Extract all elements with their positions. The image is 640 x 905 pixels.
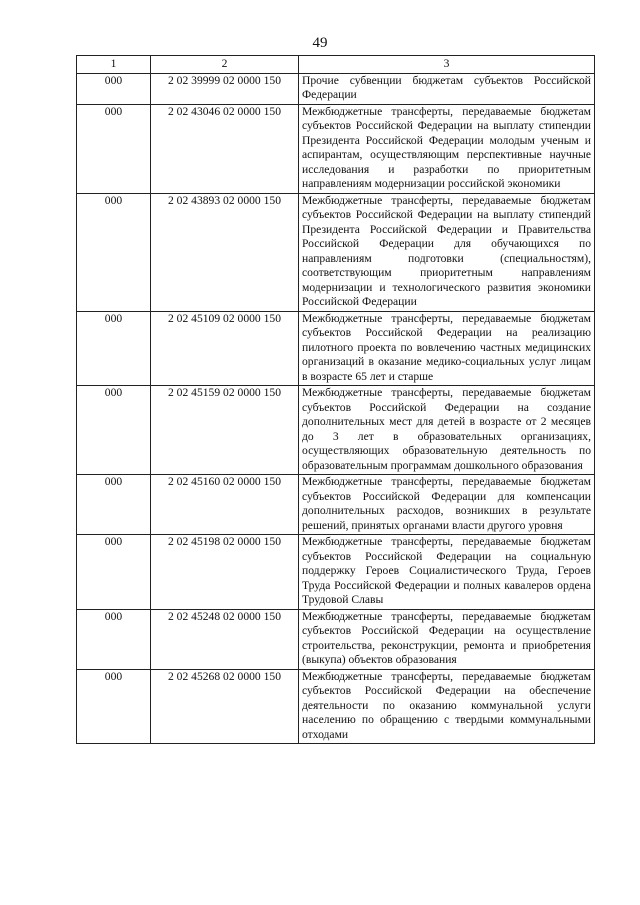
column-header-3: 3 (299, 56, 595, 74)
revenue-code-cell: 2 02 45160 02 0000 150 (151, 475, 299, 535)
revenue-code-cell: 2 02 45159 02 0000 150 (151, 386, 299, 475)
admin-code-cell: 000 (77, 609, 151, 669)
revenue-name-cell: Межбюджетные трансферты, передаваемые бюджетам субъектов Российской Федерации на обеспечение деятельности по оказанию коммунальной услуги населению по обращению с твердыми коммунальными отходами (299, 669, 595, 744)
revenue-name-cell: Межбюджетные трансферты, передаваемые бюджетам субъектов Российской Федерации для компенсации дополнительных расходов, возникших в результате решений, принятых органами власти другого уровня (299, 475, 595, 535)
revenue-name-cell: Межбюджетные трансферты, передаваемые бюджетам субъектов Российской Федерации на социальную поддержку Героев Социалистического Труда, Героев Труда Российской Федерации и полных кавалеров ордена Трудовой Славы (299, 535, 595, 610)
table-row (77, 73, 595, 104)
table-row (77, 609, 595, 669)
admin-code-cell: 000 (77, 193, 151, 311)
budget-classification-table (76, 55, 595, 744)
table-row (77, 311, 595, 386)
revenue-code-cell: 2 02 45109 02 0000 150 (151, 311, 299, 386)
admin-code-cell: 000 (77, 386, 151, 475)
revenue-name-cell: Межбюджетные трансферты, передаваемые бюджетам субъектов Российской Федерации на выплату стипендии Президента Российской Федерации молодым ученым и аспирантам, осуществляющим перспективные научные исследования и разработки по приоритетным направлениям модернизации российской экономики (299, 104, 595, 193)
revenue-name-cell: Межбюджетные трансферты, передаваемые бюджетам субъектов Российской Федерации на реализацию пилотного проекта по вовлечению частных медицинских организаций в оказание медико-социальных услуг лицам в возрасте 65 лет и старше (299, 311, 595, 386)
revenue-name-cell: Межбюджетные трансферты, передаваемые бюджетам субъектов Российской Федерации на создание дополнительных мест для детей в возрасте от 2 месяцев до 3 лет в образовательных организациях, осуществляющих образовательную деятельность по образовательным программам дошкольного образования (299, 386, 595, 475)
revenue-code-cell: 2 02 45268 02 0000 150 (151, 669, 299, 744)
admin-code-cell: 000 (77, 311, 151, 386)
revenue-code-cell: 2 02 43046 02 0000 150 (151, 104, 299, 193)
admin-code-cell: 000 (77, 669, 151, 744)
table-row (77, 535, 595, 610)
table-row (77, 193, 595, 311)
table-row (77, 669, 595, 744)
revenue-name-cell: Межбюджетные трансферты, передаваемые бюджетам субъектов Российской Федерации на выплату стипендий Президента Российской Федерации и Правительства Российской Федерации для обучающихся по направлениям подготовки (специальностям), соответствующим приоритетным направлениям модернизации и технологического развития экономики Российской Федерации (299, 193, 595, 311)
revenue-code-cell: 2 02 39999 02 0000 150 (151, 73, 299, 104)
column-header-1: 1 (77, 56, 151, 74)
admin-code-cell: 000 (77, 475, 151, 535)
revenue-code-cell: 2 02 45248 02 0000 150 (151, 609, 299, 669)
table-row (77, 475, 595, 535)
admin-code-cell: 000 (77, 73, 151, 104)
revenue-name-cell: Прочие субвенции бюджетам субъектов Российской Федерации (299, 73, 595, 104)
admin-code-cell: 000 (77, 104, 151, 193)
revenue-code-cell: 2 02 45198 02 0000 150 (151, 535, 299, 610)
revenue-code-cell: 2 02 43893 02 0000 150 (151, 193, 299, 311)
table-header-row (77, 56, 595, 74)
revenue-name-cell: Межбюджетные трансферты, передаваемые бюджетам субъектов Российской Федерации на осуществление строительства, реконструкции, ремонта и приобретения (выкупа) объектов образования (299, 609, 595, 669)
column-header-2: 2 (151, 56, 299, 74)
table-row (77, 104, 595, 193)
page-number: 49 (312, 35, 328, 51)
table-row (77, 386, 595, 475)
admin-code-cell: 000 (77, 535, 151, 610)
